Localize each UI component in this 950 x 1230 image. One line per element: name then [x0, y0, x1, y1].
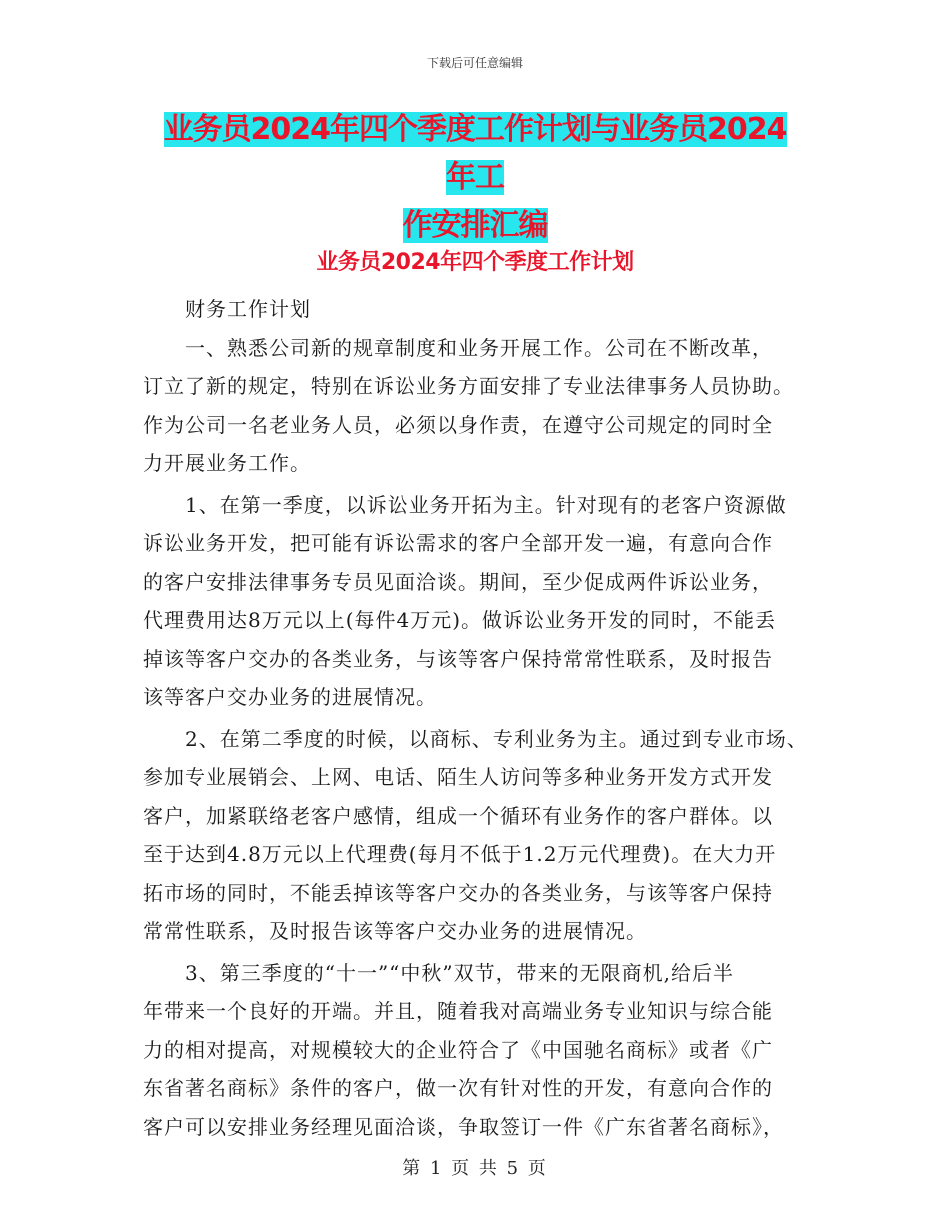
paragraph-line: 常常性联系，及时报告该等客户交办业务的进展情况。 — [143, 919, 647, 943]
paragraph-gap — [143, 1146, 823, 1149]
paragraph-line: 客户可以安排业务经理见面洽谈，争取签订一件《广东省著名商标》， — [143, 1114, 784, 1139]
paragraph-line: 该等客户交办业务的进展情况。 — [143, 685, 437, 709]
paragraph-line: 诉讼业务开发，把可能有诉讼需求的客户全部开发一遍，有意向合作 — [143, 531, 773, 555]
paragraph-line: 财务工作计划 — [185, 297, 311, 321]
title-line-2: 作安排汇编 — [402, 208, 548, 243]
paragraph-line: 力开展业务工作。 — [143, 451, 311, 475]
paragraph-line: 一、熟悉公司新的规章制度和业务开展工作。公司在不断改革， — [185, 335, 773, 360]
paragraph — [143, 329, 823, 483]
title-line-1: 业务员2024年四个季度工作计划与业务员2024年工 — [163, 112, 787, 195]
paragraph — [143, 486, 823, 717]
paragraph — [143, 954, 823, 1147]
paragraph-line: 东省著名商标》条件的客户，做一次有针对性的开发，有意向合作的 — [143, 1076, 773, 1100]
document-title — [150, 106, 800, 250]
paragraph-line: 拓市场的同时，不能丢掉该等客户交办的各类业务，与该等客户保持 — [143, 880, 773, 905]
paragraph-line: 掉该等客户交办的各类业务，与该等客户保持常常性联系，及时报告 — [143, 646, 773, 671]
paragraph-line: 的客户安排法律事务专员见面洽谈。期间，至少促成两件诉讼业务， — [143, 569, 773, 594]
paragraph-line: 力的相对提高，对规模较大的企业符合了《中国驰名商标》或者《广 — [143, 1037, 773, 1062]
paragraph-line: 2、在第二季度的时候，以商标、专利业务为主。通过到专业市场、 — [185, 726, 808, 751]
paragraph — [143, 720, 823, 951]
paragraph-line: 1、在第一季度，以诉讼业务开拓为主。针对现有的老客户资源做 — [185, 492, 787, 517]
paragraph-line: 作为公司一名老业务人员，必须以身作责，在遵守公司规定的同时全 — [143, 412, 773, 437]
paragraph-line: 代理费用达8万元以上(每件4万元)。做诉讼业务开发的同时，不能丢 — [143, 608, 777, 632]
paragraph-line: 3、第三季度的“十一”“中秋”双节，带来的无限商机,给后半 — [185, 960, 734, 985]
paragraph-line: 参加专业展销会、上网、电话、陌生人访问等多种业务开发方式开发 — [143, 765, 773, 789]
page-footer: 第 1 页 共 5 页 — [402, 1158, 548, 1179]
paragraph-line: 订立了新的规定，特别在诉讼业务方面安排了专业法律事务人员协助。 — [143, 374, 794, 398]
paragraph-line: 至于达到4.8万元以上代理费(每月不低于1.2万元代理费)。在大力开 — [143, 842, 777, 866]
document-body — [143, 290, 823, 1149]
paragraph-line: 客户，加紧联络老客户感情，组成一个循环有业务作的客户群体。以 — [143, 803, 773, 828]
section-title: 业务员2024年四个季度工作计划 — [316, 250, 634, 275]
page-header-note: 下载后可任意编辑 — [426, 56, 523, 70]
paragraph — [143, 290, 823, 329]
paragraph-line: 年带来一个良好的开端。并且，随着我对高端业务专业知识与综合能 — [143, 999, 773, 1023]
